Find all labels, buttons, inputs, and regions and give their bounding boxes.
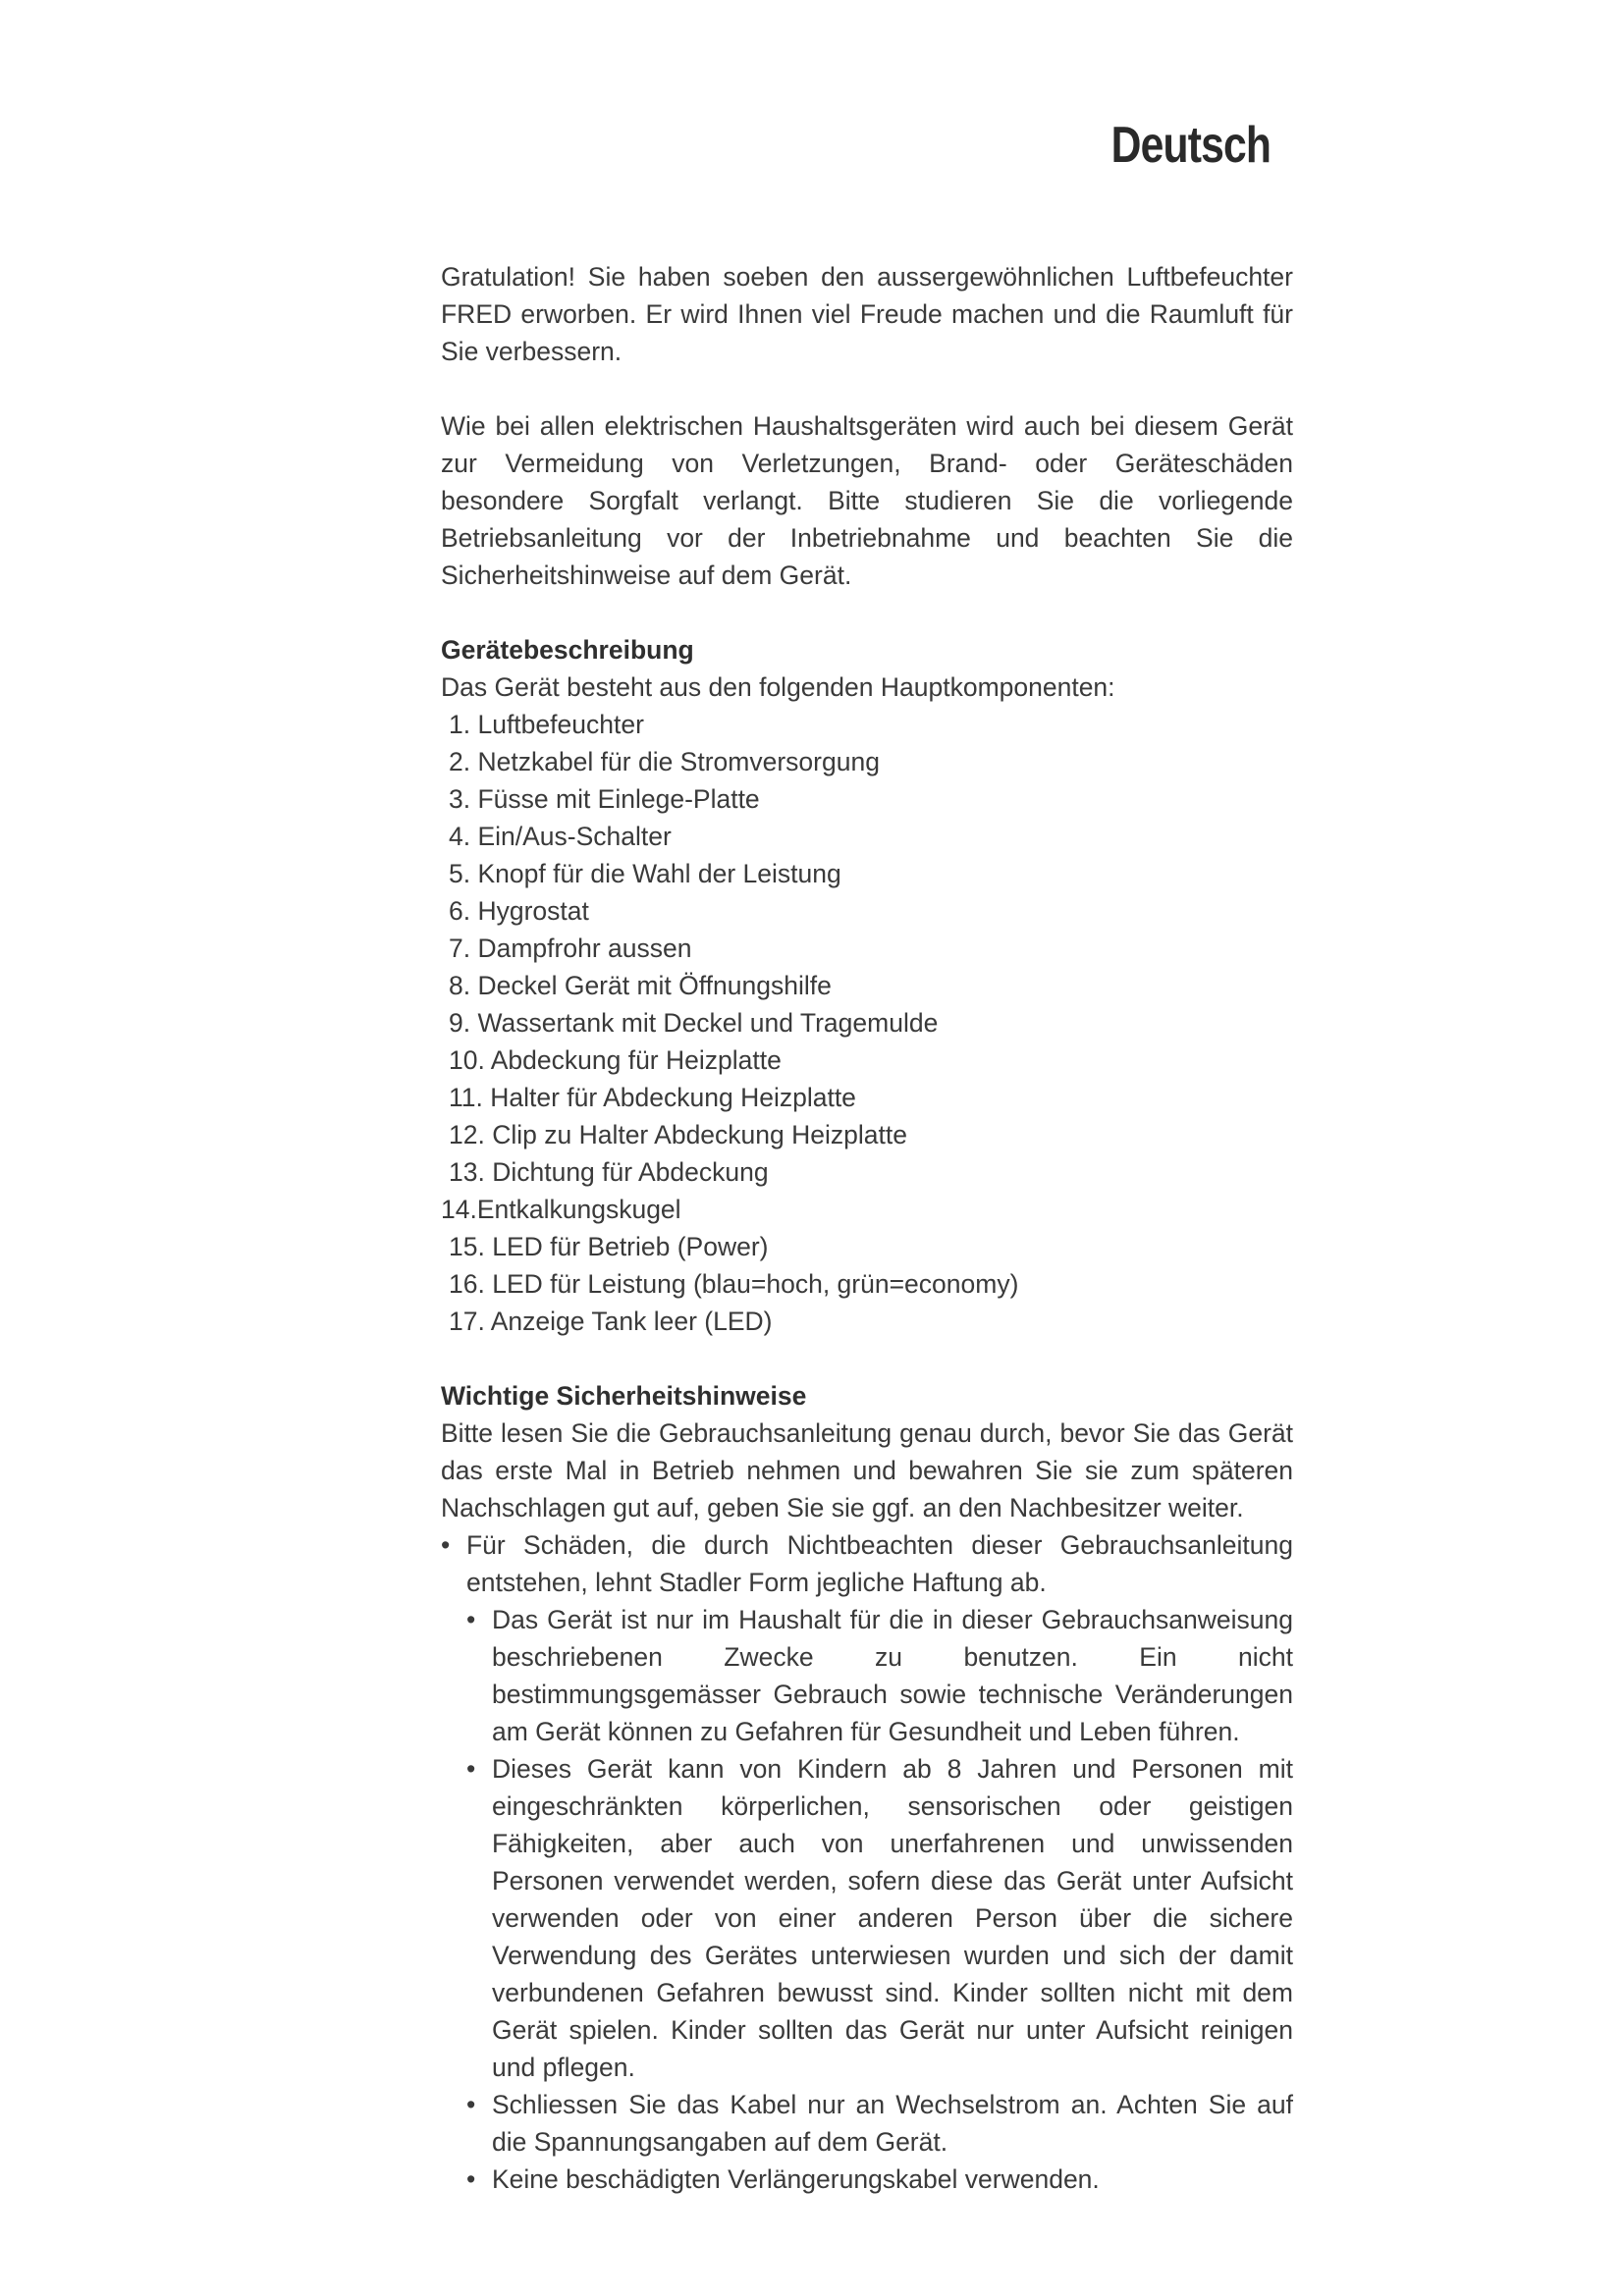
device-description-lead: Das Gerät besteht aus den folgenden Hauptkomponenten: <box>441 672 1115 702</box>
intro-paragraph-1: Gratulation! Sie haben soeben den aussergewöhnlichen Luftbefeuchter FRED erworben. Er wird Ihnen viel Freude machen und die Raumluft für Sie verbessern. <box>441 262 1293 366</box>
safety-bullet: • Für Schäden, die durch Nichtbeachten dieser Gebrauchsanleitung entstehen, lehnt Stadler Form jegliche Haftung ab. <box>441 1526 1293 1601</box>
component-item: 12. Clip zu Halter Abdeckung Heizplatte <box>449 1120 907 1149</box>
component-item: 7. Dampfrohr aussen <box>449 934 692 963</box>
safety-bullet: • Dieses Gerät kann von Kindern ab 8 Jahren und Personen mit eingeschränkten körperlichen, sensorischen oder geistigen Fähigkeiten, aber auch von unerfahrenen und unwissenden Personen verwendet werden, sofern diese das Gerät unter Aufsicht verwenden oder von einer anderen Person über die sichere Verwendung des Gerätes unterwiesen wurden und sich der damit verbundenen Gefahren bewusst sind. Kinder sollten nicht mit dem Gerät spielen. Kinder sollten das Gerät nur unter Aufsicht reinigen und pflegen. <box>466 1750 1293 2086</box>
component-item: 17. Anzeige Tank leer (LED) <box>449 1307 773 1336</box>
component-item: 6. Hygrostat <box>449 896 589 926</box>
language-title: Deutsch <box>1110 117 1271 174</box>
safety-heading: Wichtige Sicherheitshinweise <box>441 1381 807 1411</box>
component-item: 16. LED für Leistung (blau=hoch, grün=economy) <box>449 1269 1019 1299</box>
component-list <box>441 706 1293 1340</box>
component-item: 13. Dichtung für Abdeckung <box>449 1157 769 1187</box>
component-item: 11. Halter für Abdeckung Heizplatte <box>449 1083 856 1112</box>
component-item: 2. Netzkabel für die Stromversorgung <box>449 747 880 776</box>
component-item: 9. Wassertank mit Deckel und Tragemulde <box>449 1008 939 1038</box>
safety-bullet: • Schliessen Sie das Kabel nur an Wechselstrom an. Achten Sie auf die Spannungsangaben auf dem Gerät. <box>466 2086 1293 2161</box>
device-description-heading: Gerätebeschreibung <box>441 635 694 665</box>
manual-content <box>441 258 1293 2198</box>
component-item: 14.Entkalkungskugel <box>441 1195 681 1224</box>
component-item: 3. Füsse mit Einlege-Platte <box>449 784 760 814</box>
safety-lead: Bitte lesen Sie die Gebrauchsanleitung genau durch, bevor Sie das Gerät das erste Mal in Betrieb nehmen und bewahren Sie sie zum späteren Nachschlagen gut auf, geben Sie sie ggf. an den Nachbesitzer weiter. <box>441 1418 1293 1522</box>
component-item: 1. Luftbefeuchter <box>449 710 644 739</box>
safety-bullet-list <box>441 1526 1293 2198</box>
safety-bullet: • Das Gerät ist nur im Haushalt für die in dieser Gebrauchsanweisung beschriebenen Zwecke zu benutzen. Ein nicht bestimmungsgemässer Gebrauch sowie technische Veränderungen am Gerät können zu Gefahren für Gesundheit und Leben führen. <box>466 1601 1293 1750</box>
component-item: 10. Abdeckung für Heizplatte <box>449 1045 782 1075</box>
safety-bullet: • Keine beschädigten Verlängerungskabel verwenden. <box>466 2161 1293 2198</box>
component-item: 15. LED für Betrieb (Power) <box>449 1232 769 1261</box>
component-item: 4. Ein/Aus-Schalter <box>449 822 672 851</box>
component-item: 5. Knopf für die Wahl der Leistung <box>449 859 841 888</box>
intro-paragraph-2: Wie bei allen elektrischen Haushaltsgeräten wird auch bei diesem Gerät zur Vermeidung von Verletzungen, Brand- oder Geräteschäden besondere Sorgfalt verlangt. Bitte studieren Sie die vorliegende Betriebsanleitung vor der Inbetriebnahme und beachten Sie die Sicherheitshinweise auf dem Gerät. <box>441 411 1293 590</box>
component-item: 8. Deckel Gerät mit Öffnungshilfe <box>449 971 832 1000</box>
